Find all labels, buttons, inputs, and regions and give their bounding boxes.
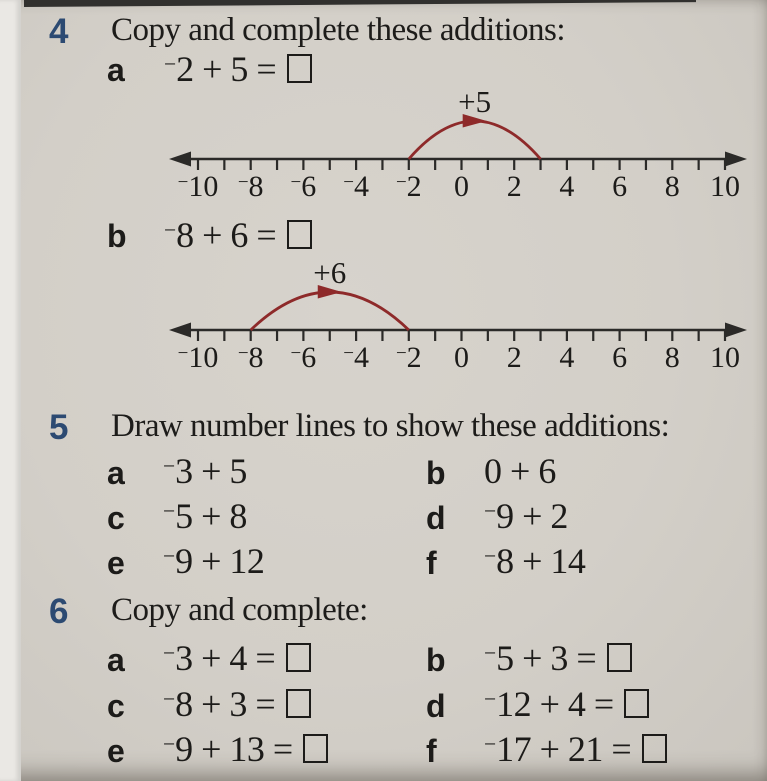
tick-label: −6 — [290, 341, 317, 374]
tick-label: −8 — [237, 341, 264, 374]
superscript-minus: − — [164, 52, 176, 77]
tick-label: −2 — [395, 341, 422, 374]
page-edge-margin — [0, 0, 21, 781]
q5-part-e-expression: −9 + 12 — [163, 541, 265, 581]
q6-part-a-label: a — [107, 642, 125, 678]
number-line-diagram-a — [145, 84, 760, 206]
tick-label: 10 — [710, 341, 740, 374]
axis-right-arrow-icon — [725, 152, 747, 167]
jump-arc — [251, 292, 409, 330]
tick-label: 6 — [612, 341, 628, 374]
q6-part-c-expression: −8 + 3 = — [163, 683, 311, 725]
superscript-minus: − — [484, 499, 496, 524]
superscript-minus: − — [163, 687, 175, 712]
q6-part-d-expression: −12 + 4 = — [484, 683, 649, 725]
q6-part-a-expression: −3 + 4 = — [163, 637, 311, 679]
answer-box — [287, 54, 312, 83]
tick-label: 2 — [506, 341, 522, 374]
tick-label: −10 — [177, 170, 219, 203]
jump-arc-label: +5 — [458, 84, 492, 119]
superscript-minus: − — [164, 218, 176, 243]
q6-part-e-expression: −9 + 13 = — [163, 728, 328, 770]
q6-part-b-expression: −5 + 3 = — [484, 637, 632, 679]
question-5-number: 5 — [49, 408, 69, 447]
question-6-number: 6 — [49, 592, 69, 631]
q6-part-c-label: c — [107, 688, 125, 724]
tick-label: −6 — [290, 170, 317, 203]
q5-part-a-label: a — [107, 455, 125, 491]
question-4-number: 4 — [49, 12, 69, 51]
superscript-minus: − — [163, 499, 175, 524]
q4-part-a-label: a — [107, 52, 125, 88]
tick-label: −2 — [395, 170, 422, 203]
q5-part-b-label: b — [426, 455, 446, 491]
tick-label: 8 — [664, 341, 680, 374]
q6-part-f-label: f — [426, 733, 437, 769]
q4-part-b-label: b — [107, 218, 127, 254]
axis-left-arrow-icon — [169, 152, 191, 167]
q6-part-b-label: b — [426, 642, 446, 678]
answer-box — [286, 643, 311, 672]
superscript-minus: − — [163, 454, 175, 479]
tick-label: 4 — [559, 341, 575, 374]
answer-box — [286, 689, 311, 718]
axis-right-arrow-icon — [725, 323, 747, 338]
tick-label: −10 — [177, 341, 219, 374]
q4-part-a-expression: −2 + 5 = — [164, 48, 312, 90]
superscript-minus: − — [163, 544, 175, 569]
q4-part-b-expression: −8 + 6 = — [164, 214, 312, 256]
q6-part-f-expression: −17 + 21 = — [484, 728, 667, 770]
q5-part-a-expression: −3 + 5 — [163, 451, 247, 491]
tick-label: 2 — [506, 170, 522, 203]
q5-part-c-expression: −5 + 8 — [163, 496, 247, 536]
jump-arc — [409, 121, 541, 159]
number-line-diagram-b — [145, 255, 760, 377]
answer-box — [624, 689, 649, 718]
tick-label: −8 — [237, 170, 264, 203]
q5-part-c-label: c — [107, 500, 125, 536]
answer-box — [303, 734, 328, 763]
question-5-title: Draw number lines to show these additions: — [111, 408, 670, 444]
tick-label: 4 — [559, 170, 575, 203]
superscript-minus: − — [484, 687, 496, 712]
tick-label: 10 — [710, 170, 740, 203]
q5-part-d-label: d — [426, 500, 446, 536]
answer-box — [287, 220, 312, 249]
superscript-minus: − — [163, 641, 175, 666]
tick-label: 8 — [664, 170, 680, 203]
jump-arc-label: +6 — [313, 255, 347, 290]
superscript-minus: − — [484, 544, 496, 569]
q6-part-d-label: d — [426, 688, 446, 724]
superscript-minus: − — [484, 641, 496, 666]
axis-left-arrow-icon — [169, 323, 191, 338]
q6-part-e-label: e — [107, 733, 125, 769]
tick-label: 0 — [454, 341, 469, 374]
q5-part-f-label: f — [426, 545, 437, 581]
q5-part-d-expression: −9 + 2 — [484, 496, 568, 536]
tick-label: −4 — [343, 170, 369, 203]
q5-part-f-expression: −8 + 14 — [484, 541, 586, 581]
q5-part-b-expression: 0 + 6 — [484, 451, 556, 491]
superscript-minus: − — [163, 732, 175, 757]
tick-label: 0 — [454, 170, 469, 203]
tick-label: 6 — [612, 170, 628, 203]
q5-part-e-label: e — [107, 545, 125, 581]
superscript-minus: − — [484, 732, 496, 757]
answer-box — [642, 734, 667, 763]
tick-label: −4 — [343, 341, 369, 374]
question-6-title: Copy and complete: — [111, 592, 368, 628]
answer-box — [607, 643, 632, 672]
question-4-title: Copy and complete these additions: — [111, 12, 566, 48]
